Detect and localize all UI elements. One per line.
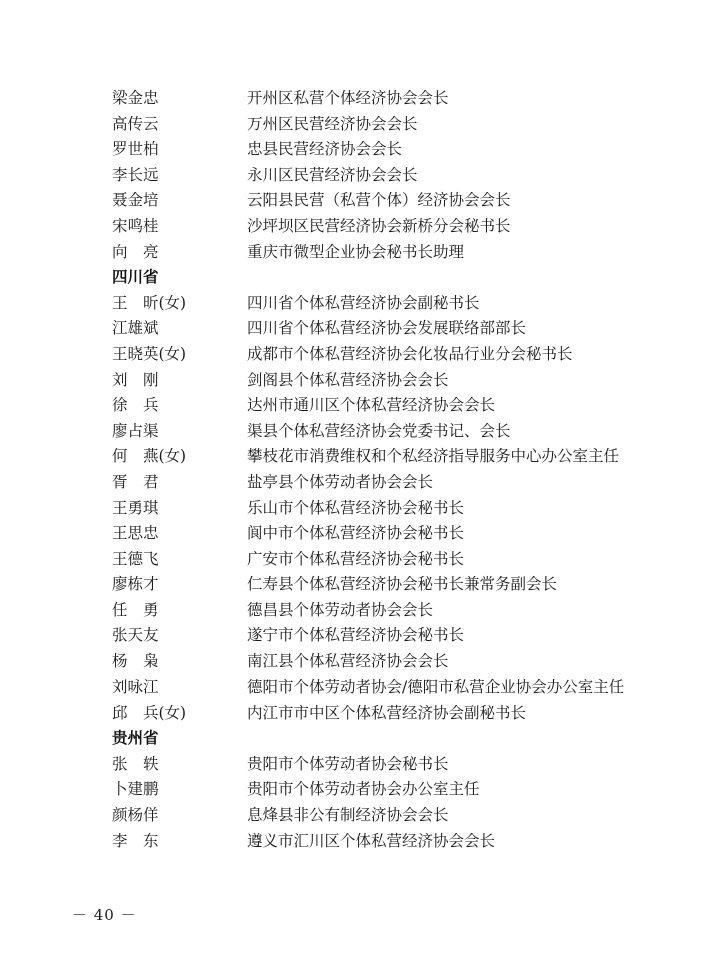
member-name: 张 轶 (112, 754, 159, 773)
member-name: 梁金忠 (112, 89, 159, 107)
member-title: 息烽县非公有制经济协会会长 (247, 806, 449, 825)
member-title: 剑阁县个体私营经济协会会长 (247, 370, 449, 389)
member-name: 王 昕(女) (112, 293, 187, 312)
member-row (112, 214, 632, 240)
member-row (112, 752, 632, 778)
member-title: 四川省个体私营经济协会副秘书长 (247, 293, 480, 312)
member-row (112, 188, 632, 214)
member-name: 聂金培 (112, 191, 159, 210)
member-row (112, 829, 632, 855)
member-name: 何 燕(女) (112, 447, 187, 466)
member-title: 沙坪坝区民营经济协会新桥分会秘书长 (247, 216, 511, 235)
member-title: 四川省个体私营经济协会发展联络部部长 (247, 319, 527, 338)
member-title: 盐亭县个体劳动者协会会长 (247, 472, 434, 491)
member-name: 刘咏江 (112, 677, 159, 696)
member-title: 万州区民营经济协会会长 (247, 114, 418, 133)
member-title: 德阳市个体劳动者协会/德阳市私营企业协会办公室主任 (247, 677, 625, 696)
member-name: 李长远 (112, 165, 159, 184)
member-row (112, 419, 632, 445)
member-row (112, 470, 632, 496)
member-title: 遵义市汇川区个体私营经济协会会长 (247, 831, 496, 850)
member-title: 永川区民营经济协会会长 (247, 165, 418, 184)
member-name: 高传云 (112, 114, 159, 133)
member-name: 徐 兵 (112, 396, 159, 415)
province-heading: 贵州省 (112, 729, 159, 748)
member-row (112, 112, 632, 138)
member-row (112, 291, 632, 317)
member-row (112, 649, 632, 675)
member-row (112, 137, 632, 163)
member-name: 任 勇 (112, 600, 159, 619)
member-row (112, 316, 632, 342)
member-name: 王德飞 (112, 549, 159, 568)
member-row (112, 777, 632, 803)
province-heading: 四川省 (112, 268, 159, 287)
member-row (112, 547, 632, 573)
member-row (112, 803, 632, 829)
member-title: 仁寿县个体私营经济协会秘书长兼常务副会长 (247, 575, 558, 594)
member-name: 邱 兵(女) (112, 703, 187, 722)
member-row (112, 496, 632, 522)
member-title: 遂宁市个体私营经济协会秘书长 (247, 626, 465, 645)
member-title: 乐山市个体私营经济协会秘书长 (247, 498, 465, 517)
member-title: 广安市个体私营经济协会秘书长 (247, 549, 465, 568)
member-name: 江雄斌 (112, 319, 159, 338)
member-list (112, 86, 632, 854)
member-row (112, 368, 632, 394)
member-name: 张天友 (112, 626, 159, 645)
member-title: 攀枝花市消费维权和个私经济指导服务中心办公室主任 (247, 447, 620, 466)
member-name: 廖栋才 (112, 575, 159, 594)
member-name: 杨 枭 (112, 652, 159, 671)
page-number: － 40 － (72, 906, 137, 924)
member-name: 王思忠 (112, 524, 159, 543)
member-row (112, 240, 632, 266)
member-row (112, 572, 632, 598)
member-name: 王晓英(女) (112, 344, 187, 363)
member-title: 贵阳市个体劳动者协会办公室主任 (247, 780, 480, 799)
member-row (112, 342, 632, 368)
member-row (112, 598, 632, 624)
member-row (112, 393, 632, 419)
member-title: 南江县个体私营经济协会会长 (247, 652, 449, 671)
member-name: 向 亮 (112, 242, 159, 261)
member-title: 德昌县个体劳动者协会会长 (247, 600, 434, 619)
member-row (112, 444, 632, 470)
member-title: 成都市个体私营经济协会化妆品行业分会秘书长 (247, 344, 573, 363)
member-row (112, 521, 632, 547)
member-row (112, 623, 632, 649)
member-name: 胥 君 (112, 472, 159, 491)
member-title: 重庆市微型企业协会秘书长助理 (247, 242, 465, 261)
member-name: 王勇琪 (112, 498, 159, 517)
member-row (112, 163, 632, 189)
member-title: 阆中市个体私营经济协会秘书长 (247, 524, 465, 543)
member-name: 卜建鹏 (112, 780, 159, 799)
member-row (112, 86, 632, 112)
member-title: 忠县民营经济协会会长 (247, 140, 403, 159)
member-name: 颜杨佯 (112, 806, 159, 825)
member-title: 内江市市中区个体私营经济协会副秘书长 (247, 703, 527, 722)
member-name: 刘 刚 (112, 370, 159, 389)
member-title: 渠县个体私营经济协会党委书记、会长 (247, 421, 511, 440)
member-row (112, 675, 632, 701)
member-name: 李 东 (112, 831, 159, 850)
member-title: 开州区私营个体经济协会会长 (247, 89, 449, 107)
member-name: 罗世柏 (112, 140, 159, 159)
member-title: 云阳县民营（私营个体）经济协会会长 (247, 191, 511, 210)
member-row (112, 701, 632, 727)
member-name: 宋鸣桂 (112, 216, 159, 235)
member-title: 达州市通川区个体私营经济协会会长 (247, 396, 496, 415)
member-title: 贵阳市个体劳动者协会秘书长 (247, 754, 449, 773)
member-name: 廖占渠 (112, 421, 159, 440)
